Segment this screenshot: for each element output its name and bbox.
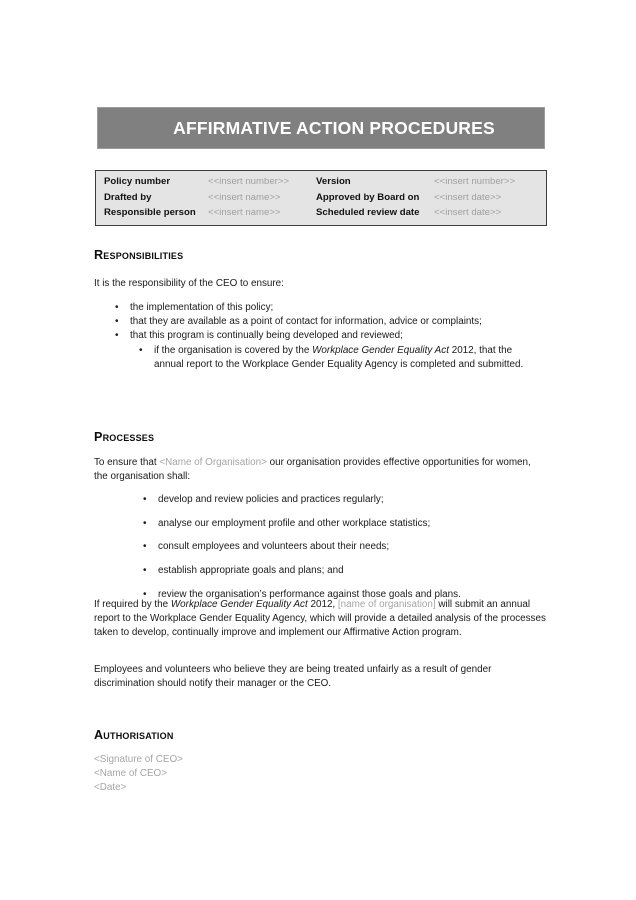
organisation-name-placeholder: <Name of Organisation> — [159, 457, 267, 468]
scheduled-review-date-value: <<insert date>> — [434, 207, 502, 218]
policy-number-label: Policy number — [104, 176, 171, 187]
section-heading-responsibilities: Responsibilities — [94, 248, 184, 262]
list-item: • develop and review policies and practices regularly; — [143, 493, 543, 507]
responsibilities-intro: It is the responsibility of the CEO to ensure: — [94, 278, 284, 289]
list-item: • that they are available as a point of contact for information, advice or complaints; — [115, 315, 545, 329]
list-item: • that this program is continually being developed and reviewed; — [115, 329, 545, 343]
responsibilities-bullet-list — [115, 301, 545, 344]
authorisation-signature-placeholder: <Signature of CEO> — [94, 754, 183, 765]
processes-paragraph-1 — [94, 598, 546, 641]
drafted-by-label: Drafted by — [104, 191, 152, 203]
scheduled-review-date-label: Scheduled review date — [316, 207, 420, 218]
sub-bullet-part1: if the organisation is covered by the — [154, 345, 313, 356]
processes-intro — [94, 456, 546, 484]
organisation-name-placeholder: [name of organisation] — [337, 599, 436, 610]
paragraph1-part1: If required by the — [94, 599, 171, 610]
page-title: AFFIRMATIVE ACTION PROCEDURES — [173, 117, 495, 138]
paragraph1-part3: will submit an annual report to the Workplace Gender Equality Agency, which will provide a detailed analysis of the processes taken to develop, continually improve and implement our Affirmative Action program. — [94, 599, 546, 639]
act-name-italic: Workplace Gender Equality Act — [312, 345, 449, 356]
table-row — [96, 205, 546, 221]
responsible-person-label: Responsible person — [104, 207, 196, 218]
list-item: • the implementation of this policy; — [115, 301, 545, 315]
processes-intro-part1: To ensure that — [94, 457, 160, 468]
act-name-italic: Workplace Gender Equality Act — [170, 599, 308, 610]
section-heading-authorisation: Authorisation — [94, 728, 174, 742]
approved-by-board-on-label: Approved by Board on — [316, 191, 420, 203]
processes-bullet-list — [143, 493, 543, 612]
policy-number-value: <<insert number>> — [208, 176, 290, 187]
document-title-banner — [97, 107, 545, 149]
drafted-by-value: <<insert name>> — [208, 191, 281, 203]
processes-intro-part2: our organisation provides effective opportunities for women, the organisation shall: — [94, 457, 531, 483]
version-value: <<insert number>> — [434, 176, 516, 187]
sub-bullet-part2: 2012, that the annual report to the Workplace Gender Equality Agency is completed and submitted. — [154, 345, 524, 371]
table-row — [96, 174, 546, 190]
approved-by-board-on-value: <<insert date>> — [434, 191, 502, 203]
paragraph1-part2: 2012, — [307, 599, 338, 610]
list-item: • analyse our employment profile and other workplace statistics; — [143, 517, 543, 531]
authorisation-name-placeholder: <Name of CEO> — [94, 768, 167, 779]
responsibilities-sub-bullet-list — [139, 344, 539, 372]
list-item: • review the organisation’s performance against those goals and plans. — [143, 588, 543, 602]
authorisation-date-placeholder: <Date> — [94, 782, 127, 793]
section-heading-processes: Processes — [94, 430, 155, 444]
processes-paragraph-2: Employees and volunteers who believe they are being treated unfairly as a result of gender discrimination should notify their manager or the CEO. — [94, 664, 492, 690]
policy-metadata-table — [95, 170, 547, 226]
list-item — [139, 344, 539, 372]
responsible-person-value: <<insert name>> — [208, 207, 281, 218]
list-item: • establish appropriate goals and plans; and — [143, 564, 543, 578]
version-label: Version — [316, 176, 351, 187]
table-row — [96, 190, 546, 206]
list-item: • consult employees and volunteers about their needs; — [143, 540, 543, 554]
